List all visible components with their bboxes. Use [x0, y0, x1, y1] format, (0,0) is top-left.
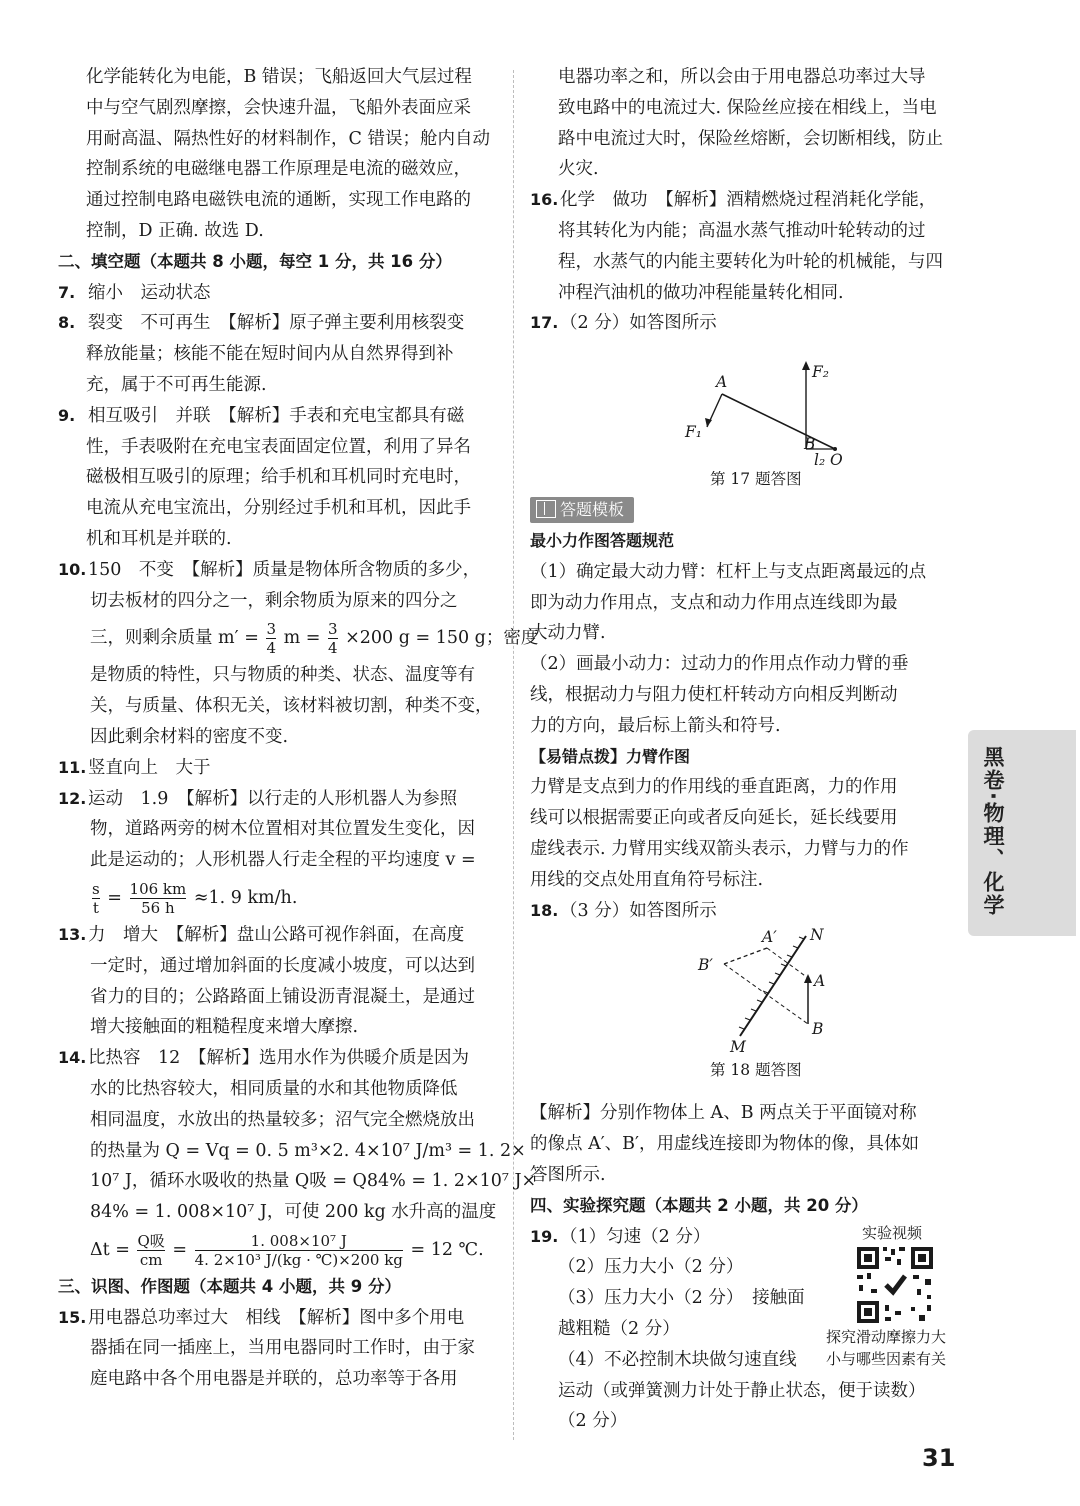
text-line: 因此剩余材料的密度不变.: [90, 726, 289, 747]
section-heading-fill-blank: 二、填空题（本题共 8 小题，每空 1 分，共 16 分）: [58, 251, 452, 271]
text-line: 大动力臂.: [530, 623, 606, 644]
text-line: 此是运动的；人形机器人行走全程的平均速度 v =: [90, 850, 476, 871]
text-line: 磁极相互吸引的原理；给手机和耳机同时充电时，: [86, 467, 471, 488]
text-line: 即为动力作用点，支点和动力作用点连线即为最: [530, 592, 898, 613]
label-a: A: [716, 373, 728, 392]
figure-caption: 第 18 题答图: [710, 1061, 802, 1080]
question-number: 9.: [58, 405, 76, 425]
text-line: 运动（或弹簧测力计处于静止状态，便于读数）: [558, 1380, 926, 1401]
question-number: 11.: [58, 757, 87, 777]
formula-text: = 12 ℃.: [410, 1239, 484, 1260]
text-line: 用耐高温、隔热性好的材料制作，C 错误；舱内自动: [86, 128, 490, 149]
figure-caption: 第 17 题答图: [710, 470, 802, 489]
question-18: [530, 896, 965, 927]
answer-text: 力 增大 【解析】盘山公路可视作斜面，在高度: [88, 924, 465, 945]
qr-code-icon[interactable]: [855, 1245, 935, 1325]
section-heading-diagram: 三、识图、作图题（本题共 4 小题，共 9 分）: [58, 1276, 401, 1296]
qr-caption-line1: 探究滑动摩擦力大: [826, 1328, 947, 1346]
text-line: （2 分）: [558, 1411, 628, 1432]
text-line: 力的方向，最后标上箭头和符号.: [530, 715, 781, 736]
question-number: 13.: [58, 924, 87, 944]
text-line: 虚线表示. 力臂用实线双箭头表示，力臂与力的作: [530, 838, 909, 859]
text-line: 化学能转化为电能，B 错误；飞船返回大气层过程: [86, 67, 472, 87]
text-line: 是物质的特性，只与物质的种类、状态、温度等有: [90, 665, 475, 686]
formula-line-mass: [58, 616, 539, 660]
question-number: 14.: [58, 1048, 87, 1068]
text-line: 庭电路中各个用电器是并联的，总功率等于各用: [90, 1369, 458, 1390]
text-line: 释放能量；核能不能在短时间内从自然界得到补: [86, 344, 454, 365]
text-line: 器插在同一插座上，当用电器同时工作时，由于家: [90, 1338, 475, 1359]
text-line: 10⁷ J，循环水吸收的热量 Q吸 = Q84% = 1. 2×10⁷ J×: [90, 1171, 537, 1192]
text-line: 机和耳机是并联的.: [86, 528, 232, 549]
text-line: 线可以根据需要正向或者反向延长，延长线要用: [530, 808, 898, 829]
question-number: 17.: [530, 313, 559, 333]
page-number: 31: [922, 1444, 956, 1472]
text-line: 的热量为 Q = Vq = 0. 5 m³×2. 4×10⁷ J/m³ = 1. 2×: [90, 1140, 526, 1161]
image-dashed-line: [724, 948, 767, 964]
qr-caption-line2: 小与哪些因素有关: [826, 1350, 947, 1368]
side-tab: [968, 730, 1076, 936]
template-title: 最小力作图答题规范: [530, 530, 675, 550]
text-line: 省力的目的；公路路面上铺设沥青混凝土，是通过: [90, 986, 475, 1007]
answer-text: 化学 做功 【解析】酒精燃烧过程消耗化学能，: [560, 190, 937, 211]
formula-line-speed: [58, 876, 498, 920]
text-line: 增大接触面的粗糙程度来增大摩擦.: [90, 1017, 359, 1038]
label-b: B: [812, 1020, 824, 1039]
text-line: 充，属于不可再生能源.: [86, 374, 267, 395]
text-line: 通过控制电路电磁铁电流的通断，实现工作电路的: [86, 190, 471, 211]
fraction: $\frac{\text{1. 008×10⁷ J}}{\text{4. 2×10³ J/(kg · ℃)×200 kg}}$: [194, 1231, 403, 1269]
answer-text: 相互吸引 并联 【解析】手表和充电宝都具有磁: [88, 405, 465, 426]
text-line: 将其转化为内能；高温水蒸气推动叶轮转动的过: [558, 220, 926, 241]
mirror-hatching: [739, 937, 804, 1029]
answer-text: 运动 1.9 【解析】以行走的人形机器人为参照: [88, 788, 458, 809]
formula-text: ≈1. 9 km/h.: [193, 887, 298, 908]
label-f1: F₁: [685, 423, 702, 442]
text-line: 性，手表吸附在充电宝表面固定位置，利用了异名: [86, 436, 471, 457]
text-line: 一定时，通过增加斜面的长度减小坡度，可以达到: [90, 955, 475, 976]
label-b-prime: B′: [698, 956, 713, 975]
text-line: 关，与质量、体积无关，该材料被切割，种类不变，: [90, 696, 493, 717]
formula-line-temperature: [58, 1228, 498, 1272]
text-line: 电流从充电宝流出，分别经过手机和耳机，因此手: [86, 498, 471, 519]
text-line: 力臂是支点到力的作用线的垂直距离，力的作用: [530, 777, 898, 798]
column-divider: [513, 70, 514, 1440]
formula-text: Δt =: [90, 1239, 130, 1260]
answer-text: 竖直向上 大于: [88, 757, 211, 778]
answer-text: 用电器总功率过大 相线 【解析】图中多个用电: [88, 1307, 465, 1328]
text-line: 控制，D 正确. 故选 D.: [86, 220, 264, 241]
text-line: 致电路中的电流过大. 保险丝应接在相线上，当电: [558, 97, 937, 118]
formula-text: m =: [283, 628, 321, 649]
question-7: [58, 278, 498, 309]
fraction: $\frac{3}{4}$: [266, 620, 276, 658]
label-m: M: [730, 1038, 746, 1057]
label-l2: l₂: [814, 451, 826, 470]
fraction: $\frac{106 km}{56 h}$: [129, 879, 187, 917]
text-line: （2）压力大小（2 分）: [558, 1257, 744, 1278]
fraction: $\frac{\text{Q吸}}{cm}$: [137, 1231, 165, 1269]
lever-line: [722, 394, 835, 449]
template-badge-row: [530, 495, 965, 526]
answer-text: 缩小 运动状态: [88, 282, 211, 303]
left-column: [58, 62, 539, 1395]
text-line: （3）压力大小（2 分） 接触面: [558, 1288, 805, 1309]
question-10: [58, 555, 498, 586]
text-line: （1）确定最大动力臂：杠杆上与支点距离最远的点: [530, 561, 927, 582]
object-arrowhead: [804, 974, 812, 983]
tip-title: 【易错点拨】力臂作图: [530, 746, 691, 766]
answer-text: （3 分）如答图所示: [560, 900, 717, 921]
question-number: 19.: [530, 1226, 559, 1246]
text-line: 物，道路两旁的树木位置相对其位置发生变化，因: [90, 819, 475, 840]
question-8: [58, 308, 498, 339]
label-n: N: [810, 926, 824, 945]
label-a-prime: A′: [762, 928, 777, 947]
answer-text: 比热容 12 【解析】选用水作为供暖介质是因为: [88, 1048, 470, 1069]
label-a: A: [814, 972, 826, 991]
answer-text: （2 分）如答图所示: [560, 313, 717, 334]
text-line: 火灾.: [558, 159, 599, 180]
formula-text: =: [107, 887, 122, 908]
force-f2-arrowhead: [802, 361, 810, 370]
text-line: 冲程汽油机的做功冲程能量转化相同.: [558, 282, 844, 303]
text-line: （2）画最小动力：过动力的作用点作动力臂的垂: [530, 654, 909, 675]
figure-18-mirror: [530, 926, 965, 1098]
side-tab-label: 黑卷·物理、化学: [981, 746, 1005, 917]
question-number: 18.: [530, 900, 559, 920]
question-14: [58, 1043, 498, 1074]
text-line: 的像点 A′、B′，用虚线连接即为物体的像，具体如: [530, 1134, 920, 1155]
question-17: [530, 308, 965, 339]
label-b: B: [804, 435, 816, 454]
text-line: 程，水蒸气的内能主要转化为叶轮的机械能，与四: [558, 251, 943, 272]
text-line: 中与空气剧烈摩擦，会快速升温，飞船外表面应采: [86, 97, 471, 118]
text-line: 线，根据动力与阻力使杠杆转动方向相反判断动: [530, 684, 898, 705]
question-9: [58, 401, 498, 432]
text-line: 水的比热容较大，相同质量的水和其他物质降低: [90, 1078, 458, 1099]
formula-text: ×200 g = 150 g；密度: [345, 628, 539, 649]
text-line: 【解析】分别作物体上 A、B 两点关于平面镜对称: [530, 1103, 917, 1124]
question-16: [530, 185, 965, 216]
text-line: 切去板材的四分之一，剩余物质为原来的四分之: [90, 590, 458, 611]
template-badge: 答题模板: [530, 497, 634, 523]
question-number: 8.: [58, 313, 76, 333]
question-number: 12.: [58, 788, 87, 808]
answer-text: （1）匀速（2 分）: [560, 1226, 711, 1247]
formula-text: =: [172, 1239, 188, 1260]
label-o: O: [830, 451, 843, 470]
section-heading-experiment: 四、实验探究题（本题共 2 小题，共 20 分）: [530, 1195, 868, 1215]
label-f2: F₂: [812, 363, 829, 382]
fraction: $\frac{3}{4}$: [327, 620, 338, 658]
question-15: [58, 1303, 498, 1334]
text-line: 电器功率之和，所以会由于用电器总功率过大导: [558, 67, 926, 87]
question-number: 10.: [58, 559, 87, 579]
question-number: 15.: [58, 1307, 87, 1327]
text-line: 控制系统的电磁继电器工作原理是电流的磁效应，: [86, 159, 471, 180]
text-line: 答图所示.: [530, 1164, 606, 1185]
book-icon: [536, 500, 556, 518]
figure-17-lever: [530, 339, 965, 489]
formula-text: 三，则剩余质量 m′ =: [90, 628, 259, 649]
plane-mirror: [740, 936, 806, 1036]
symmetry-line-b: [724, 964, 808, 1024]
text-line: 路中电流过大时，保险丝熔断，会切断相线，防止: [558, 128, 943, 149]
text-line: 越粗糙（2 分）: [558, 1318, 680, 1339]
fraction: $\frac{s}{t}$: [92, 879, 100, 917]
qr-title: 实验视频: [862, 1224, 923, 1242]
question-11: [58, 753, 498, 784]
text-line: 84% = 1. 008×10⁷ J，可使 200 kg 水升高的温度: [90, 1202, 497, 1223]
text-line: 用线的交点处用直角符号标注.: [530, 869, 764, 890]
question-12: [58, 784, 498, 815]
question-13: [58, 920, 498, 951]
answer-text: 150 不变 【解析】质量是物体所含物质的多少，: [88, 559, 481, 580]
answer-text: 裂变 不可再生 【解析】原子弹主要利用核裂变: [88, 313, 465, 334]
question-number: 16.: [530, 190, 559, 210]
question-number: 7.: [58, 282, 76, 302]
text-line: 相同温度，水放出的热量较多；沼气完全燃烧放出: [90, 1109, 475, 1130]
text-line: （4）不必控制木块做匀速直线: [558, 1349, 797, 1370]
